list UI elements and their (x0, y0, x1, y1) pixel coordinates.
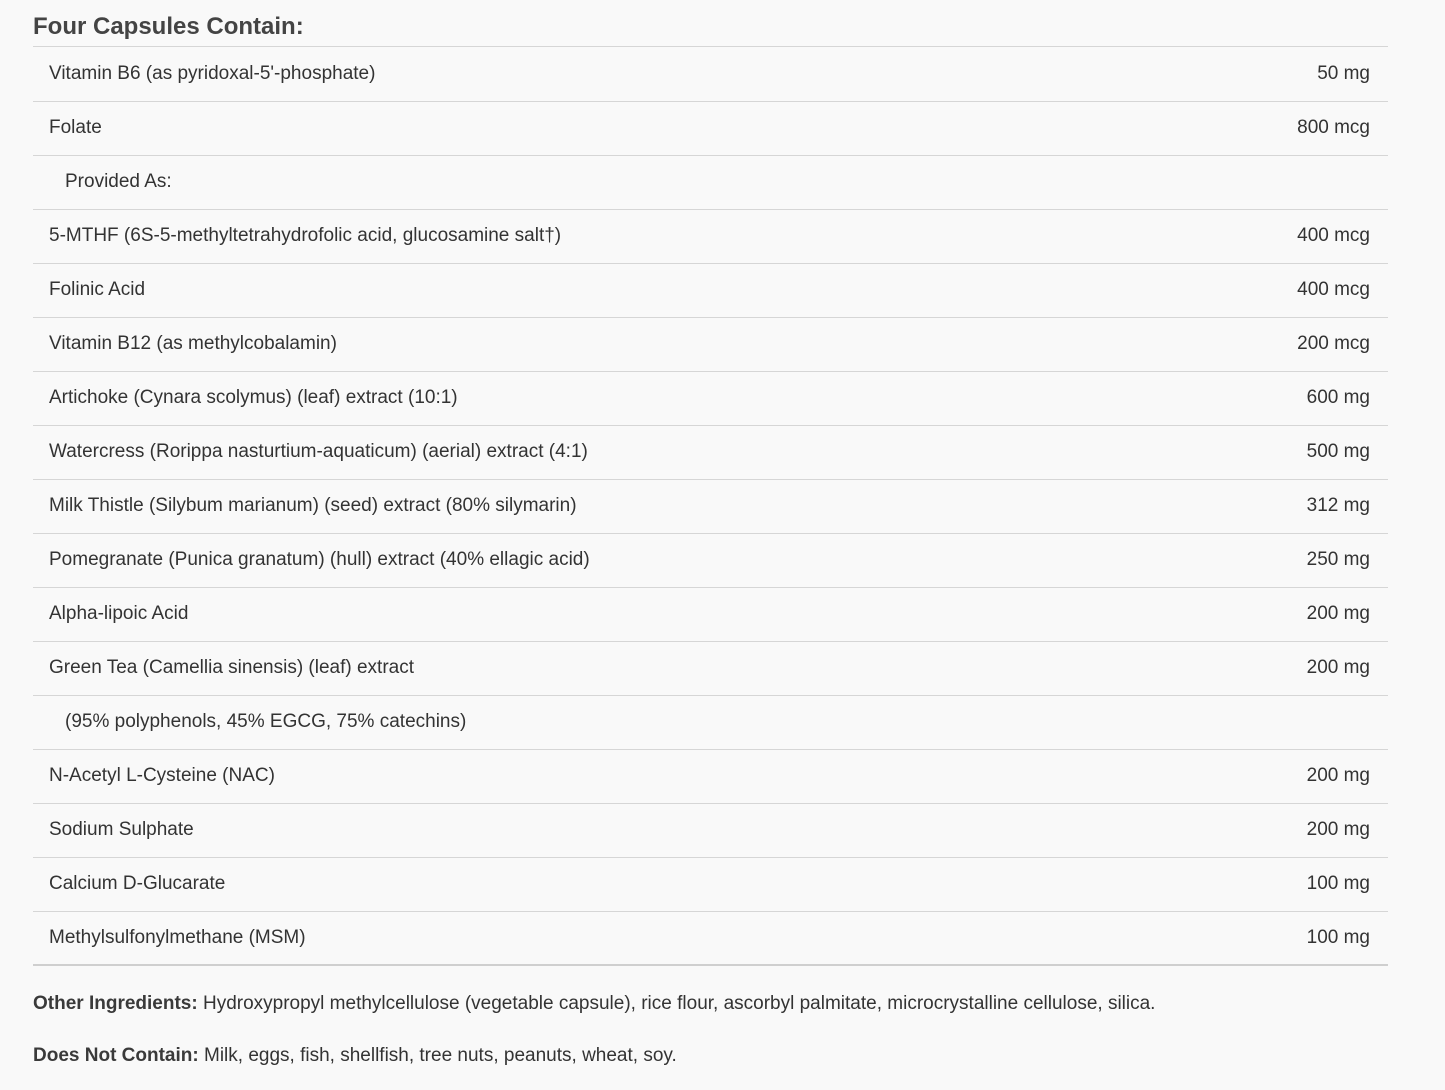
ingredient-name: Folinic Acid (33, 263, 1198, 317)
ingredient-row (33, 587, 1388, 641)
ingredients-table-body (33, 47, 1388, 965)
ingredient-row (33, 317, 1388, 371)
ingredient-amount: 200 mg (1198, 803, 1388, 857)
ingredient-row (33, 911, 1388, 965)
ingredient-name: Vitamin B12 (as methylcobalamin) (33, 317, 1198, 371)
ingredient-name: Vitamin B6 (as pyridoxal-5'-phosphate) (33, 47, 1198, 101)
ingredient-amount: 200 mcg (1198, 317, 1388, 371)
ingredient-name: (95% polyphenols, 45% EGCG, 75% catechins) (33, 695, 1198, 749)
ingredient-name: Artichoke (Cynara scolymus) (leaf) extract (10:1) (33, 371, 1198, 425)
ingredient-row (33, 641, 1388, 695)
ingredient-row (33, 749, 1388, 803)
ingredient-name: N-Acetyl L-Cysteine (NAC) (33, 749, 1198, 803)
ingredient-amount: 200 mg (1198, 749, 1388, 803)
ingredient-amount: 400 mcg (1198, 263, 1388, 317)
ingredient-row (33, 533, 1388, 587)
ingredient-name: Milk Thistle (Silybum marianum) (seed) extract (80% silymarin) (33, 479, 1198, 533)
does-not-contain-label: Does Not Contain: (33, 1045, 199, 1066)
ingredient-amount (1198, 695, 1388, 749)
ingredient-name: Provided As: (33, 155, 1198, 209)
ingredient-row (33, 47, 1388, 101)
ingredient-row (33, 209, 1388, 263)
ingredient-row (33, 425, 1388, 479)
ingredient-row (33, 479, 1388, 533)
ingredient-row (33, 803, 1388, 857)
ingredient-name: 5-MTHF (6S-5-methyltetrahydrofolic acid, glucosamine salt†) (33, 209, 1198, 263)
section-heading: Four Capsules Contain: (33, 0, 1388, 47)
ingredient-amount: 250 mg (1198, 533, 1388, 587)
ingredient-name: Watercress (Rorippa nasturtium-aquaticum) (aerial) extract (4:1) (33, 425, 1198, 479)
ingredient-name: Sodium Sulphate (33, 803, 1198, 857)
ingredients-table (33, 47, 1388, 966)
ingredient-amount: 400 mcg (1198, 209, 1388, 263)
ingredient-name: Pomegranate (Punica granatum) (hull) extract (40% ellagic acid) (33, 533, 1198, 587)
ingredient-name: Methylsulfonylmethane (MSM) (33, 911, 1198, 965)
ingredient-amount: 50 mg (1198, 47, 1388, 101)
ingredient-row (33, 371, 1388, 425)
ingredient-amount: 100 mg (1198, 911, 1388, 965)
other-ingredients (33, 992, 1388, 1016)
ingredient-amount: 200 mg (1198, 641, 1388, 695)
ingredient-name: Green Tea (Camellia sinensis) (leaf) extract (33, 641, 1198, 695)
does-not-contain (33, 1044, 1388, 1068)
ingredient-row (33, 155, 1388, 209)
ingredient-name: Alpha-lipoic Acid (33, 587, 1198, 641)
other-ingredients-label: Other Ingredients: (33, 993, 198, 1014)
ingredient-row (33, 263, 1388, 317)
ingredient-amount: 200 mg (1198, 587, 1388, 641)
ingredient-amount: 500 mg (1198, 425, 1388, 479)
ingredient-amount: 312 mg (1198, 479, 1388, 533)
ingredient-amount: 800 mcg (1198, 101, 1388, 155)
ingredient-row (33, 695, 1388, 749)
ingredient-name: Folate (33, 101, 1198, 155)
ingredient-row (33, 857, 1388, 911)
ingredient-row (33, 101, 1388, 155)
ingredient-amount: 100 mg (1198, 857, 1388, 911)
other-ingredients-text: Hydroxypropyl methylcellulose (vegetable capsule), rice flour, ascorbyl palmitate, microcrystalline cellulose, silica. (197, 993, 1156, 1014)
ingredient-amount (1198, 155, 1388, 209)
does-not-contain-text: Milk, eggs, fish, shellfish, tree nuts, peanuts, wheat, soy. (198, 1045, 677, 1066)
ingredient-amount: 600 mg (1198, 371, 1388, 425)
ingredient-name: Calcium D-Glucarate (33, 857, 1198, 911)
supplement-facts-panel (33, 0, 1388, 1068)
